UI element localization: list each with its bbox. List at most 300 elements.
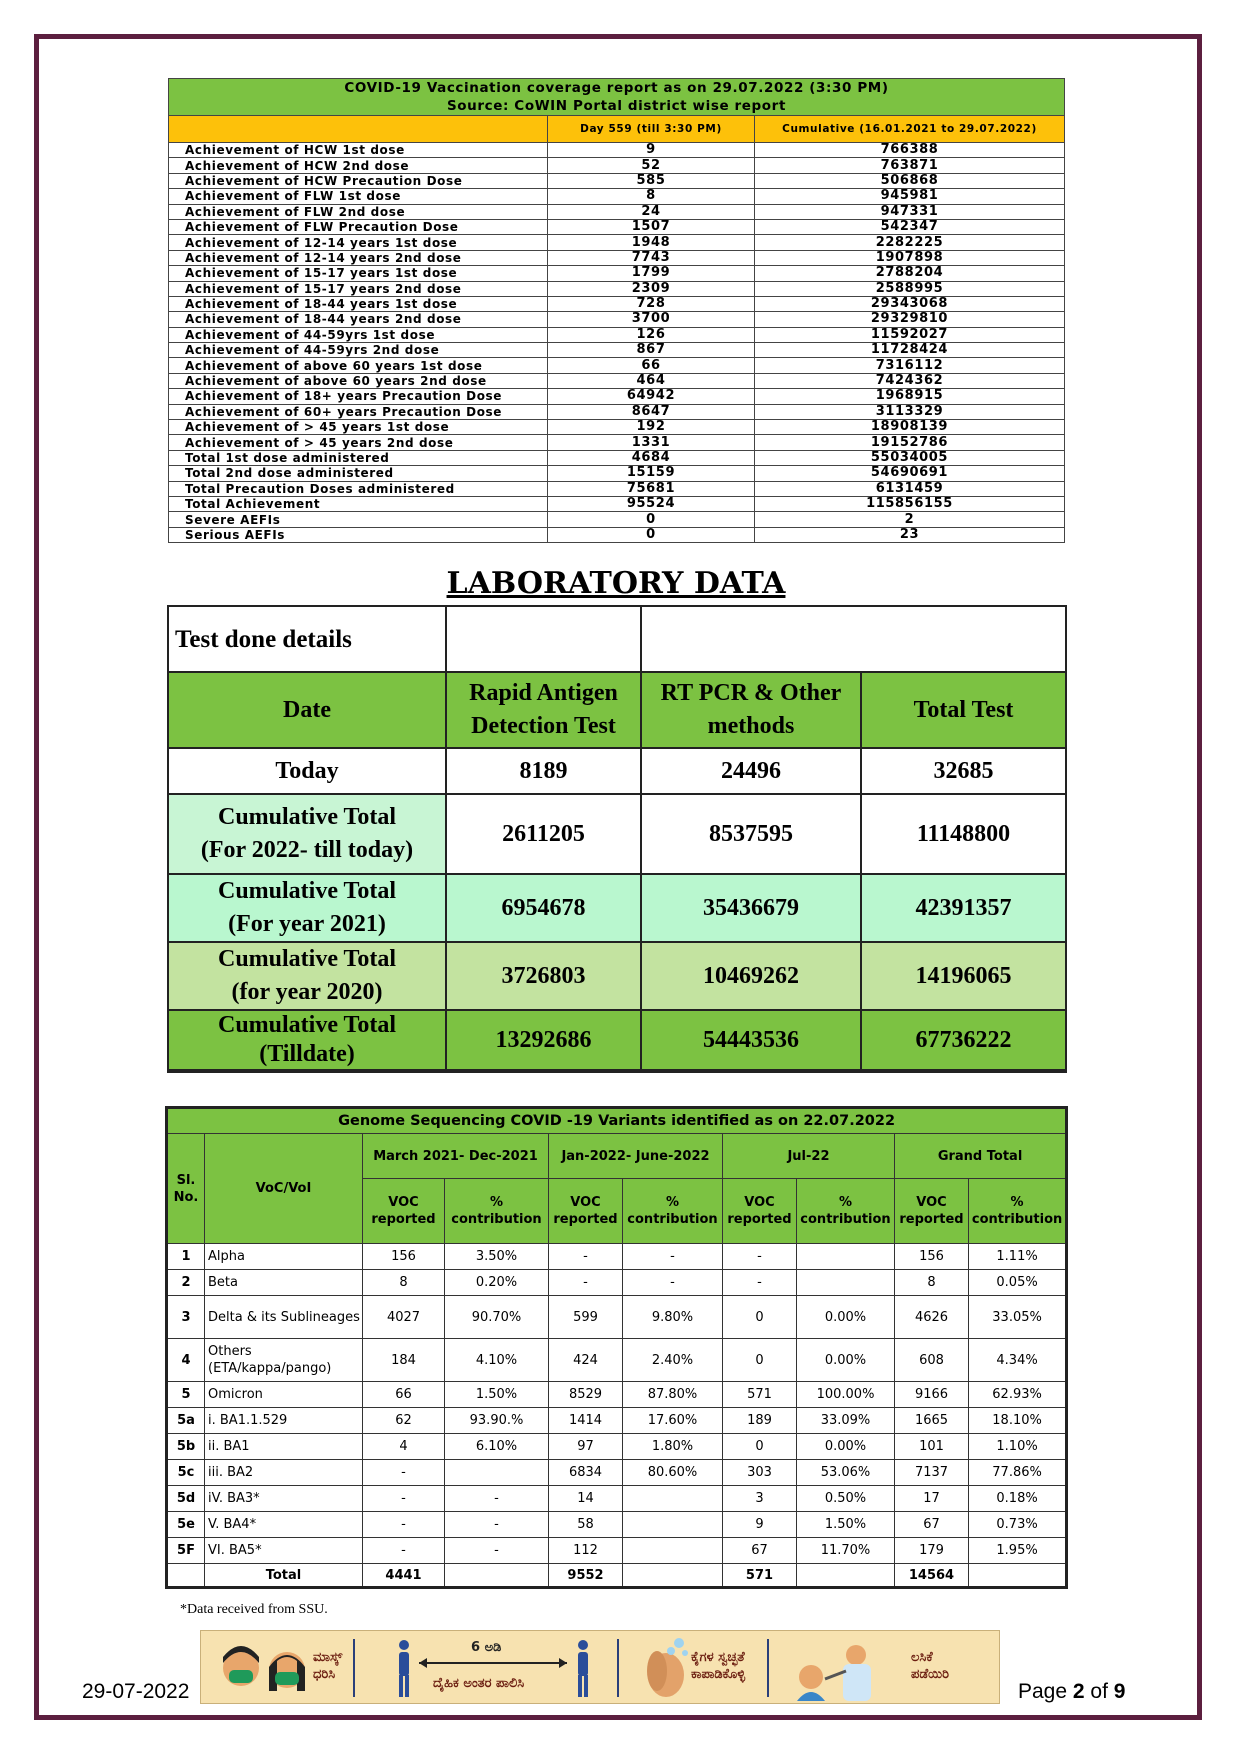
vaccination-cumulative-value: 2588995 <box>755 281 1065 296</box>
genome-pct-cell: 17.60% <box>623 1408 723 1434</box>
genome-subheader-voc: VOC reported <box>549 1179 623 1244</box>
genome-header-slno: Sl. No. <box>167 1134 205 1244</box>
genome-slno: 5b <box>167 1434 205 1460</box>
genome-header-period: March 2021- Dec-2021 <box>363 1134 549 1179</box>
vaccination-day-value: 4684 <box>548 450 755 465</box>
genome-voc-cell: 62 <box>363 1408 445 1434</box>
vaccination-row <box>169 266 1065 281</box>
vaccination-row <box>169 327 1065 342</box>
page-number: Page 2 of 9 <box>1018 1680 1126 1703</box>
vaccination-label: Achievement of above 60 years 2nd dose <box>169 373 548 388</box>
vaccination-row <box>169 512 1065 527</box>
vaccination-header-blank <box>169 116 548 143</box>
lab-total-value: 42391357 <box>861 874 1066 942</box>
genome-pct-cell: - <box>623 1244 723 1270</box>
banner-divider <box>617 1639 619 1697</box>
genome-voc-cell: 66 <box>363 1382 445 1408</box>
vaccination-cumulative-value: 947331 <box>755 204 1065 219</box>
genome-voc-cell: 4626 <box>895 1296 969 1339</box>
vaccination-cumulative-value: 542347 <box>755 219 1065 234</box>
genome-voc-cell: - <box>723 1244 797 1270</box>
genome-pct-cell: 100.00% <box>797 1382 895 1408</box>
genome-subheader-voc: VOC reported <box>363 1179 445 1244</box>
genome-slno: 5 <box>167 1382 205 1408</box>
lab-total-value: 32685 <box>861 748 1066 794</box>
genome-pct-cell: - <box>445 1538 549 1564</box>
genome-slno: 5F <box>167 1538 205 1564</box>
vaccination-cumulative-value: 54690691 <box>755 466 1065 481</box>
genome-total-label: Total <box>205 1564 363 1588</box>
lab-row-2022 <box>168 794 1066 874</box>
genome-row <box>167 1382 1067 1408</box>
vaccination-day-value: 15159 <box>548 466 755 481</box>
lab-row-label: Cumulative Total (Tilldate) <box>168 1010 446 1071</box>
vaccination-label: Total 1st dose administered <box>169 450 548 465</box>
vaccination-label: Achievement of 18-44 years 2nd dose <box>169 312 548 327</box>
vaccination-icon <box>797 1645 871 1701</box>
genome-pct-cell: 0.05% <box>969 1270 1067 1296</box>
genome-voc-cell: 179 <box>895 1538 969 1564</box>
genome-row <box>167 1486 1067 1512</box>
vaccination-cumulative-value: 1907898 <box>755 250 1065 265</box>
genome-row <box>167 1339 1067 1382</box>
genome-voc-cell: 101 <box>895 1434 969 1460</box>
genome-row <box>167 1270 1067 1296</box>
genome-header-period: Jul-22 <box>723 1134 895 1179</box>
vaccination-row <box>169 173 1065 188</box>
vaccination-cumulative-value: 18908139 <box>755 420 1065 435</box>
genome-voc-cell: - <box>363 1460 445 1486</box>
vaccination-row <box>169 404 1065 419</box>
vaccination-row <box>169 420 1065 435</box>
vaccination-row <box>169 435 1065 450</box>
vaccination-day-value: 585 <box>548 173 755 188</box>
lab-rtpcr-value: 10469262 <box>641 942 861 1010</box>
vaccination-header-day: Day 559 (till 3:30 PM) <box>548 116 755 143</box>
genome-title: Genome Sequencing COVID -19 Variants identified as on 22.07.2022 <box>167 1108 1067 1134</box>
genome-variant-name: Alpha <box>205 1244 363 1270</box>
genome-total-cell <box>797 1564 895 1588</box>
banner-vaccine-text: ಲಸಿಕೆ ಪಡೆಯಿರಿ <box>911 1650 949 1682</box>
vaccination-label: Total Achievement <box>169 496 548 511</box>
lab-total-value: 14196065 <box>861 942 1066 1010</box>
vaccination-label: Achievement of 44-59yrs 2nd dose <box>169 343 548 358</box>
genome-pct-cell: 2.40% <box>623 1339 723 1382</box>
vaccination-day-value: 64942 <box>548 389 755 404</box>
lab-row-2021 <box>168 874 1066 942</box>
lab-row-label: Cumulative Total (For year 2021) <box>168 874 446 942</box>
genome-pct-cell: 80.60% <box>623 1460 723 1486</box>
vaccination-cumulative-value: 945981 <box>755 189 1065 204</box>
vaccination-row <box>169 450 1065 465</box>
vaccination-cumulative-value: 55034005 <box>755 450 1065 465</box>
genome-total-cell: 14564 <box>895 1564 969 1588</box>
genome-pct-cell <box>797 1244 895 1270</box>
genome-slno: 3 <box>167 1296 205 1339</box>
laboratory-table <box>167 605 1067 1073</box>
vaccination-label: Severe AEFIs <box>169 512 548 527</box>
genome-subheader-pct: % contribution <box>797 1179 895 1244</box>
vaccination-label: Achievement of FLW 1st dose <box>169 189 548 204</box>
genome-row <box>167 1434 1067 1460</box>
hand-washing-icon <box>647 1638 688 1697</box>
genome-pct-cell: 9.80% <box>623 1296 723 1339</box>
vaccination-label: Achievement of HCW 2nd dose <box>169 158 548 173</box>
awareness-banner <box>200 1630 1000 1704</box>
test-done-details: Test done details <box>168 606 446 672</box>
genome-voc-cell: - <box>549 1270 623 1296</box>
genome-voc-cell: 8 <box>895 1270 969 1296</box>
vaccination-cumulative-value: 763871 <box>755 158 1065 173</box>
vaccination-title: COVID-19 Vaccination coverage report as on 29.07.2022 (3:30 PM) Source: CoWIN Portal district wise report <box>169 79 1065 116</box>
lab-rapid-value: 13292686 <box>446 1010 641 1071</box>
vaccination-label: Total 2nd dose administered <box>169 466 548 481</box>
genome-slno: 1 <box>167 1244 205 1270</box>
genome-header-period: Jan-2022- June-2022 <box>549 1134 723 1179</box>
genome-pct-cell <box>623 1512 723 1538</box>
vaccination-row <box>169 481 1065 496</box>
lab-row-today <box>168 748 1066 794</box>
genome-table <box>165 1106 1068 1589</box>
genome-pct-cell: 53.06% <box>797 1460 895 1486</box>
genome-voc-cell: 0 <box>723 1339 797 1382</box>
genome-voc-cell: 8 <box>363 1270 445 1296</box>
lab-blank-cell <box>446 606 641 672</box>
vaccination-cumulative-value: 19152786 <box>755 435 1065 450</box>
genome-pct-cell: 1.50% <box>445 1382 549 1408</box>
genome-total-cell: 4441 <box>363 1564 445 1588</box>
genome-voc-cell: 424 <box>549 1339 623 1382</box>
genome-voc-cell: 599 <box>549 1296 623 1339</box>
genome-pct-cell <box>445 1460 549 1486</box>
genome-subheader-pct: % contribution <box>623 1179 723 1244</box>
lab-rtpcr-value: 54443536 <box>641 1010 861 1071</box>
vaccination-day-value: 9 <box>548 143 755 158</box>
genome-voc-cell: 8529 <box>549 1382 623 1408</box>
vaccination-day-value: 95524 <box>548 496 755 511</box>
vaccination-day-value: 867 <box>548 343 755 358</box>
vaccination-label: Achievement of HCW Precaution Dose <box>169 173 548 188</box>
genome-voc-cell: 67 <box>895 1512 969 1538</box>
genome-voc-cell: 608 <box>895 1339 969 1382</box>
genome-row <box>167 1408 1067 1434</box>
genome-row <box>167 1512 1067 1538</box>
vaccination-cumulative-value: 2 <box>755 512 1065 527</box>
genome-voc-cell: 571 <box>723 1382 797 1408</box>
banner-hands-text: ಕೈಗಳ ಸ್ವಚ್ಛತೆ ಕಾಪಾಡಿಕೊಳ್ಳಿ <box>691 1650 746 1682</box>
vaccination-day-value: 0 <box>548 527 755 542</box>
vaccination-row <box>169 527 1065 542</box>
vaccination-row <box>169 219 1065 234</box>
genome-voc-cell: 6834 <box>549 1460 623 1486</box>
vaccination-day-value: 1507 <box>548 219 755 234</box>
vaccination-cumulative-value: 11592027 <box>755 327 1065 342</box>
genome-pct-cell: 3.50% <box>445 1244 549 1270</box>
banner-divider <box>353 1639 355 1697</box>
lab-row-label: Cumulative Total (For 2022- till today) <box>168 794 446 874</box>
banner-divider <box>767 1639 769 1697</box>
genome-pct-cell <box>797 1270 895 1296</box>
genome-voc-cell: 189 <box>723 1408 797 1434</box>
genome-voc-cell: 4027 <box>363 1296 445 1339</box>
vaccination-day-value: 7743 <box>548 250 755 265</box>
genome-variant-name: VI. BA5* <box>205 1538 363 1564</box>
genome-total-row <box>167 1564 1067 1588</box>
vaccination-cumulative-value: 115856155 <box>755 496 1065 511</box>
vaccination-row <box>169 496 1065 511</box>
genome-variant-name: Omicron <box>205 1382 363 1408</box>
vaccination-day-value: 24 <box>548 204 755 219</box>
masked-faces-icon <box>223 1646 305 1691</box>
genome-voc-cell: 184 <box>363 1339 445 1382</box>
genome-row <box>167 1296 1067 1339</box>
vaccination-label: Achievement of FLW Precaution Dose <box>169 219 548 234</box>
vaccination-row <box>169 312 1065 327</box>
lab-rtpcr-value: 35436679 <box>641 874 861 942</box>
genome-pct-cell: 0.20% <box>445 1270 549 1296</box>
vaccination-row <box>169 358 1065 373</box>
genome-total-cell: 9552 <box>549 1564 623 1588</box>
vaccination-label: Achievement of 12-14 years 2nd dose <box>169 250 548 265</box>
genome-voc-cell: - <box>549 1244 623 1270</box>
genome-slno: 2 <box>167 1270 205 1296</box>
genome-variant-name: ii. BA1 <box>205 1434 363 1460</box>
genome-voc-cell: 4 <box>363 1434 445 1460</box>
lab-header-rtpcr: RT PCR & Other methods <box>641 672 861 748</box>
vaccination-label: Achievement of HCW 1st dose <box>169 143 548 158</box>
genome-row <box>167 1460 1067 1486</box>
vaccination-cumulative-value: 11728424 <box>755 343 1065 358</box>
genome-pct-cell: 0.00% <box>797 1434 895 1460</box>
genome-voc-cell: 7137 <box>895 1460 969 1486</box>
genome-variant-name: iV. BA3* <box>205 1486 363 1512</box>
genome-voc-cell: 58 <box>549 1512 623 1538</box>
vaccination-label: Achievement of > 45 years 2nd dose <box>169 435 548 450</box>
lab-row-tilldate <box>168 1010 1066 1071</box>
vaccination-cumulative-value: 7316112 <box>755 358 1065 373</box>
genome-total-cell <box>969 1564 1067 1588</box>
genome-voc-cell: 303 <box>723 1460 797 1486</box>
vaccination-cumulative-value: 506868 <box>755 173 1065 188</box>
genome-total-cell: 571 <box>723 1564 797 1588</box>
genome-pct-cell: 4.34% <box>969 1339 1067 1382</box>
genome-slno: 5c <box>167 1460 205 1486</box>
genome-pct-cell: 33.05% <box>969 1296 1067 1339</box>
genome-pct-cell: 11.70% <box>797 1538 895 1564</box>
genome-variant-name: Beta <box>205 1270 363 1296</box>
genome-pct-cell: 1.95% <box>969 1538 1067 1564</box>
footnote: *Data received from SSU. <box>180 1602 328 1617</box>
vaccination-label: Achievement of 18+ years Precaution Dose <box>169 389 548 404</box>
vaccination-table <box>168 78 1065 543</box>
lab-row-label: Today <box>168 748 446 794</box>
vaccination-day-value: 126 <box>548 327 755 342</box>
vaccination-row <box>169 143 1065 158</box>
vaccination-day-value: 1799 <box>548 266 755 281</box>
vaccination-row <box>169 389 1065 404</box>
lab-blank-cell <box>641 606 1066 672</box>
genome-voc-cell: 67 <box>723 1538 797 1564</box>
lab-rapid-value: 2611205 <box>446 794 641 874</box>
lab-total-value: 11148800 <box>861 794 1066 874</box>
banner-mask-text: ಮಾಸ್ಕ್ ಧರಿಸಿ <box>313 1650 343 1682</box>
lab-rtpcr-value: 8537595 <box>641 794 861 874</box>
vaccination-day-value: 66 <box>548 358 755 373</box>
genome-pct-cell: 4.10% <box>445 1339 549 1382</box>
vaccination-label: Achievement of 44-59yrs 1st dose <box>169 327 548 342</box>
genome-variant-name: Delta & its Sublineages <box>205 1296 363 1339</box>
vaccination-label: Achievement of > 45 years 1st dose <box>169 420 548 435</box>
genome-variant-name: V. BA4* <box>205 1512 363 1538</box>
genome-row <box>167 1244 1067 1270</box>
genome-pct-cell: - <box>623 1270 723 1296</box>
genome-voc-cell: - <box>363 1512 445 1538</box>
vaccination-row <box>169 296 1065 311</box>
vaccination-label: Achievement of 15-17 years 1st dose <box>169 266 548 281</box>
genome-variant-name: Others (ETA/kappa/pango) <box>205 1339 363 1382</box>
vaccination-day-value: 0 <box>548 512 755 527</box>
genome-total-cell <box>623 1564 723 1588</box>
vaccination-row <box>169 158 1065 173</box>
vaccination-cumulative-value: 2282225 <box>755 235 1065 250</box>
genome-pct-cell: 0.18% <box>969 1486 1067 1512</box>
lab-rapid-value: 8189 <box>446 748 641 794</box>
banner-distance-bottom: ದೈಹಿಕ ಅಂತರ ಪಾಲಿಸಿ <box>433 1676 525 1691</box>
genome-subheader-voc: VOC reported <box>895 1179 969 1244</box>
genome-pct-cell: 90.70% <box>445 1296 549 1339</box>
vaccination-label: Total Precaution Doses administered <box>169 481 548 496</box>
vaccination-label: Achievement of 18-44 years 1st dose <box>169 296 548 311</box>
vaccination-rows <box>169 143 1065 543</box>
genome-header-period: Grand Total <box>895 1134 1067 1179</box>
genome-slno: 5d <box>167 1486 205 1512</box>
vaccination-row <box>169 250 1065 265</box>
genome-voc-cell: 9 <box>723 1512 797 1538</box>
genome-voc-cell: 9166 <box>895 1382 969 1408</box>
lab-rtpcr-value: 24496 <box>641 748 861 794</box>
genome-total-blank <box>167 1564 205 1588</box>
vaccination-cumulative-value: 1968915 <box>755 389 1065 404</box>
genome-pct-cell: 0.00% <box>797 1339 895 1382</box>
genome-pct-cell: 1.10% <box>969 1434 1067 1460</box>
genome-variant-name: iii. BA2 <box>205 1460 363 1486</box>
vaccination-cumulative-value: 29329810 <box>755 312 1065 327</box>
genome-voc-cell: 0 <box>723 1296 797 1339</box>
genome-total-cell <box>445 1564 549 1588</box>
vaccination-cumulative-value: 29343068 <box>755 296 1065 311</box>
vaccination-cumulative-value: 3113329 <box>755 404 1065 419</box>
genome-header-voc: VoC/VoI <box>205 1134 363 1244</box>
vaccination-row <box>169 343 1065 358</box>
genome-slno: 5e <box>167 1512 205 1538</box>
vaccination-label: Achievement of above 60 years 1st dose <box>169 358 548 373</box>
genome-voc-cell: 1665 <box>895 1408 969 1434</box>
laboratory-heading: LABORATORY DATA <box>446 566 786 601</box>
vaccination-day-value: 192 <box>548 420 755 435</box>
genome-pct-cell: 1.80% <box>623 1434 723 1460</box>
vaccination-day-value: 8647 <box>548 404 755 419</box>
genome-voc-cell: 0 <box>723 1434 797 1460</box>
lab-header-date: Date <box>168 672 446 748</box>
vaccination-cumulative-value: 2788204 <box>755 266 1065 281</box>
genome-voc-cell: - <box>363 1486 445 1512</box>
vaccination-header-cumulative: Cumulative (16.01.2021 to 29.07.2022) <box>755 116 1065 143</box>
vaccination-label: Achievement of 12-14 years 1st dose <box>169 235 548 250</box>
genome-variant-name: i. BA1.1.529 <box>205 1408 363 1434</box>
vaccination-cumulative-value: 7424362 <box>755 373 1065 388</box>
footer-date: 29-07-2022 <box>82 1680 190 1703</box>
vaccination-day-value: 52 <box>548 158 755 173</box>
genome-pct-cell: 1.11% <box>969 1244 1067 1270</box>
genome-pct-cell <box>623 1538 723 1564</box>
lab-row-label: Cumulative Total (for year 2020) <box>168 942 446 1010</box>
genome-pct-cell: 18.10% <box>969 1408 1067 1434</box>
vaccination-day-value: 1948 <box>548 235 755 250</box>
genome-voc-cell: 17 <box>895 1486 969 1512</box>
vaccination-row <box>169 466 1065 481</box>
vaccination-row <box>169 204 1065 219</box>
genome-pct-cell: - <box>445 1512 549 1538</box>
lab-total-value: 67736222 <box>861 1010 1066 1071</box>
vaccination-cumulative-value: 23 <box>755 527 1065 542</box>
genome-voc-cell: 97 <box>549 1434 623 1460</box>
vaccination-cumulative-value: 766388 <box>755 143 1065 158</box>
genome-voc-cell: 112 <box>549 1538 623 1564</box>
vaccination-day-value: 1331 <box>548 435 755 450</box>
genome-pct-cell: - <box>445 1486 549 1512</box>
genome-slno: 4 <box>167 1339 205 1382</box>
vaccination-label: Achievement of 15-17 years 2nd dose <box>169 281 548 296</box>
genome-voc-cell: - <box>363 1538 445 1564</box>
genome-voc-cell: - <box>723 1270 797 1296</box>
vaccination-row <box>169 281 1065 296</box>
genome-pct-cell: 0.73% <box>969 1512 1067 1538</box>
vaccination-day-value: 2309 <box>548 281 755 296</box>
vaccination-row <box>169 235 1065 250</box>
genome-voc-cell: 1414 <box>549 1408 623 1434</box>
genome-voc-cell: 14 <box>549 1486 623 1512</box>
genome-subheader-pct: % contribution <box>969 1179 1067 1244</box>
genome-voc-cell: 156 <box>363 1244 445 1270</box>
vaccination-day-value: 75681 <box>548 481 755 496</box>
genome-pct-cell: 77.86% <box>969 1460 1067 1486</box>
vaccination-cumulative-value: 6131459 <box>755 481 1065 496</box>
vaccination-row <box>169 189 1065 204</box>
genome-rows <box>167 1244 1067 1564</box>
genome-pct-cell: 6.10% <box>445 1434 549 1460</box>
genome-pct-cell <box>623 1486 723 1512</box>
genome-voc-cell: 3 <box>723 1486 797 1512</box>
genome-pct-cell: 0.50% <box>797 1486 895 1512</box>
genome-pct-cell: 0.00% <box>797 1296 895 1339</box>
vaccination-row <box>169 373 1065 388</box>
banner-distance-top: 6 ಅಡಿ <box>471 1640 502 1655</box>
genome-pct-cell: 93.90.% <box>445 1408 549 1434</box>
lab-row-2020 <box>168 942 1066 1010</box>
vaccination-day-value: 464 <box>548 373 755 388</box>
genome-subheader-pct: % contribution <box>445 1179 549 1244</box>
genome-pct-cell: 1.50% <box>797 1512 895 1538</box>
lab-header-total: Total Test <box>861 672 1066 748</box>
genome-row <box>167 1538 1067 1564</box>
genome-slno: 5a <box>167 1408 205 1434</box>
vaccination-day-value: 728 <box>548 296 755 311</box>
genome-pct-cell: 33.09% <box>797 1408 895 1434</box>
vaccination-day-value: 3700 <box>548 312 755 327</box>
lab-rapid-value: 6954678 <box>446 874 641 942</box>
lab-rapid-value: 3726803 <box>446 942 641 1010</box>
vaccination-day-value: 8 <box>548 189 755 204</box>
